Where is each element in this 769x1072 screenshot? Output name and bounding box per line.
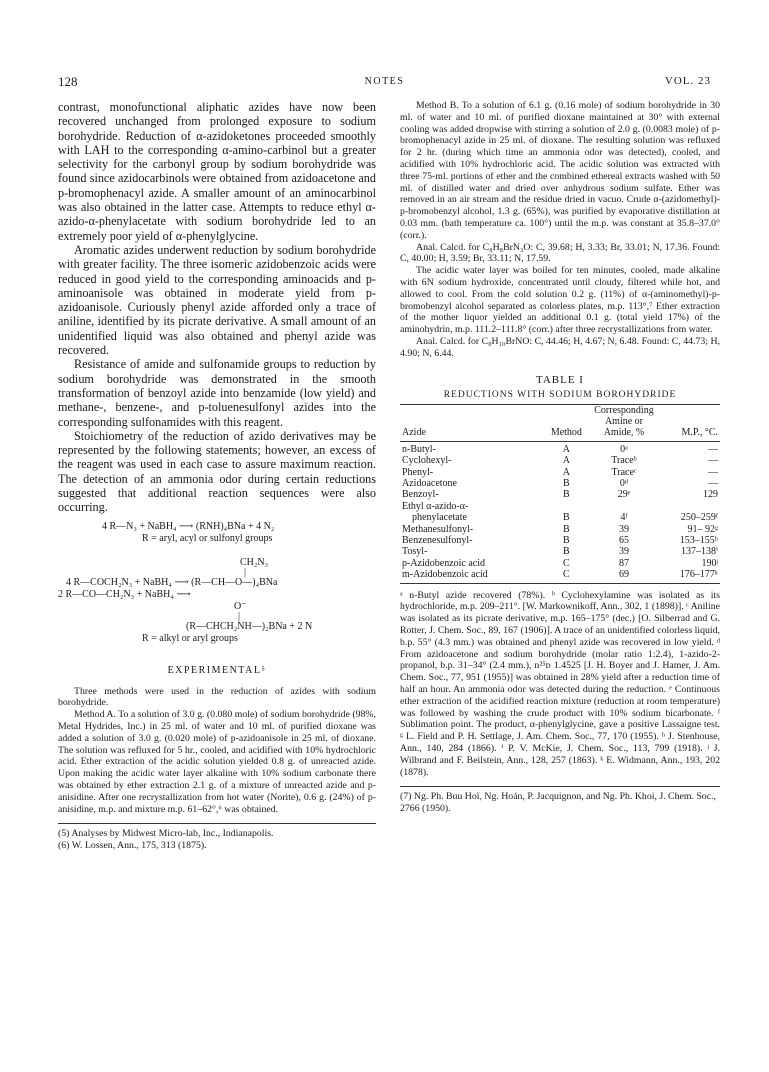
- equation-3-product: (R—CHCH₂NH—)₂BNa + 2 N: [186, 620, 313, 632]
- section-heading: EXPERIMENTAL⁵: [167, 664, 267, 676]
- th-method: Method: [541, 404, 592, 441]
- cell-yield: 39: [618, 523, 629, 535]
- cell-yield: Traceᶜ: [611, 466, 637, 478]
- cell-method: B: [563, 489, 570, 501]
- cell-yield: 39: [618, 546, 629, 558]
- left-column: [58, 100, 376, 852]
- table-title: TABLE I: [536, 373, 584, 386]
- cell-azide: m-Azidobenzoic acid: [400, 569, 541, 583]
- equation-3-substituent: O⁻: [234, 600, 247, 612]
- cell-azide: Phenyl-: [402, 466, 434, 478]
- table-row: [400, 524, 720, 535]
- cell-yield: Traceᵇ: [611, 455, 637, 467]
- paragraph-resistance: Resistance of amide and sulfonamide groups to reduction by sodium borohydride was demonstrated in the smooth transformation of benzoyl azide into benzamide (low yield) and methane-, benzene-, and p-toluenesulfonyl azides into the corresponding sulfonamides with this reagent.: [58, 357, 376, 429]
- table-row: [400, 546, 720, 557]
- equation-2: 4 R—COCH₂N₃ + NaBH₄ ⟶ (R—CH—O—)₄BNa: [66, 576, 278, 588]
- cell-yield: 69: [592, 569, 656, 583]
- cell-mp: 250–259ᶠ: [680, 512, 718, 524]
- th-yield: Corresponding Amine or Amide, %: [592, 404, 656, 441]
- page-number: 128: [58, 74, 78, 89]
- cell-yield: 0ᵈ: [619, 477, 629, 489]
- cell-yield: 0ᵃ: [592, 441, 656, 455]
- table-body: [400, 441, 720, 583]
- cell-method: B: [563, 535, 570, 546]
- bond-line: |: [244, 566, 247, 578]
- table-row: [400, 512, 720, 523]
- cell-azide: n-Butyl-: [400, 441, 541, 455]
- paragraph-intro: contrast, monofunctional aliphatic azides have now been recovered unchanged from prolonged exposure to sodium borohydride. Reduction of α-azidoketones proceeded smoothly with LAH to the corresponding α-amino-carbinol but a greater selectivity for the carbonyl group by sodium borohydride was found since azidocarbinols were obtained from azidoacetone and p-bromophenacyl azide. A smaller amount of an aminocarbinol was also obtained in the latter case. Attempts to reduce ethyl α-azido-α-phenylacetate with sodium borohydride led to an extremely poor yield of α-phenylglycine.: [58, 100, 376, 243]
- paragraph-aromatic: Aromatic azides underwent reduction by sodium borohydride with greater facility. The three isomeric azidobenzoic acids were reduced in good yield to the corresponding aminoacids and p-aminoanisole was obtained in moderate yield from p-azidoanisole. Curiously phenyl azide afforded only a trace of aniline, identified by its picrate derivative. A small amount of an unidentified liquid was also obtained and phenyl azide was recovered.: [58, 242, 376, 358]
- cell-azide: Ethyl α-azido-α-: [402, 500, 469, 512]
- cell-mp: —: [708, 455, 718, 467]
- bond-line: |: [238, 610, 241, 622]
- cell-mp: —: [708, 477, 718, 489]
- cell-method: A: [562, 455, 570, 467]
- cell-azide: Methanesulfonyl-: [402, 523, 474, 535]
- table-row: [400, 489, 720, 500]
- cell-yield: 4ᶠ: [620, 512, 628, 524]
- cell-azide: Tosyl-: [402, 546, 428, 558]
- cell-method: C: [563, 557, 570, 569]
- cell-mp: 91– 92ᵍ: [687, 523, 718, 535]
- cell-mp: 176–177ᵏ: [656, 569, 720, 583]
- table-row: [400, 569, 720, 583]
- cell-method: B: [563, 546, 570, 558]
- cell-method: B: [563, 477, 570, 489]
- cell-yield: 29ᵉ: [617, 489, 631, 501]
- cell-method: A: [562, 466, 570, 478]
- reductions-table: [400, 404, 720, 584]
- cell-mp: [656, 501, 720, 512]
- th-azide: Azide: [400, 404, 541, 441]
- cell-azide: Benzenesulfonyl-: [402, 535, 473, 546]
- footnotes-left: [58, 823, 376, 852]
- table-row: [400, 501, 720, 512]
- cell-azide: Azidoacetone: [402, 477, 457, 489]
- equation-2-substituent: CH₂N₃: [240, 556, 269, 568]
- cell-azide: phenylacetate: [412, 512, 467, 524]
- cell-method: C: [541, 569, 592, 583]
- table-subtitle: REDUCTIONS WITH SODIUM BOROHYDRIDE: [443, 389, 677, 400]
- cell-azide: p-Azidobenzoic acid: [402, 557, 486, 569]
- table-row: [400, 478, 720, 489]
- cell-mp: —: [708, 466, 718, 478]
- analysis-2: Anal. Calcd. for C₈H₁₀BrNO: C, 44.46; H, 4.67; N, 6.48. Found: C, 44.73; H, 4.90; N, 6.44.: [400, 335, 720, 359]
- equation-1: 4 R—N₃ + NaBH₄ ⟶ (RNH)₄BNa + 4 N₂: [102, 520, 275, 532]
- cell-method: [541, 501, 592, 512]
- cell-yield: 87: [618, 557, 629, 569]
- cell-azide: Benzoyl-: [402, 489, 439, 501]
- experimental-intro: Three methods were used in the reduction of azides with sodium borohydride.: [58, 685, 376, 709]
- running-title: NOTES: [364, 76, 405, 87]
- footnotes-right: [400, 786, 720, 815]
- equation-1-note: R = aryl, acyl or sulfonyl groups: [142, 532, 273, 544]
- cell-yield: [592, 501, 656, 512]
- footnote-5: (5) Analyses by Midwest Micro-lab, Inc., Indianapolis.: [58, 828, 274, 840]
- th-mp: M.P., °C.: [656, 404, 720, 441]
- cell-mp: 153–155ʰ: [679, 535, 718, 546]
- cell-azide: Cyclohexyl-: [402, 455, 452, 467]
- method-a: Method A. To a solution of 3.0 g. (0.080 mole) of sodium borohydride (98%, Metal Hydrides, Inc.) in 25 ml. of water and 10 ml. of purified dioxane was added a solution of 3.0 g. (0.020 mole) of p-azidoanisole in 25 ml. of dioxane. The solution was refluxed for 5 hr., cooled, and acidified with 10% hydrochloric acid. Ether extraction of the acidic solution yielded 0.8 g. of unreacted azide. Upon making the acidic water layer alkaline with 10% sodium carbonate there was obtained by ether extraction 2.1 g. of a mixture of unreacted azide and p-anisidine. After one recrystallization from hot water (Norite), 0.6 g. (24%) of p-anisidine, m.p. and mixture m.p. 61–62°,⁶ was obtained.: [58, 709, 376, 815]
- equations: [58, 521, 376, 645]
- cell-method: A: [541, 441, 592, 455]
- table-notes: ᵃ n-Butyl azide recovered (78%). ᵇ Cyclohexylamine was isolated as its hydrochloride, m.p. 209–211°. [W. Markownikoff, Ann., 302, 1 (1898)]. ᶜ Aniline was isolated as its picrate derivative, m.p. 165–175° (dec.) [O. Silberrad and G. Rotter, J. Chem. Soc., 89, 167 (1906)]. A trace of an unidentified colorless liquid, b.p. 55° (4.3 mm.) was obtained and phenyl azide was recovered in low yield. ᵈ From azidoacetone and sodium borohydride (molar ratio 1:2.4), 1-azido-2-propanol, b.p. 31–34° (2.4 mm.), n²⁵ᴅ 1.4525 [J. H. Boyer and J. Hamer, J. Am. Chem. Soc., 77, 951 (1955)] was obtained in 28% yield after a reduction time of half an hour. An ammonia odor was detected during the reduction. ᵉ Continuous ether extraction of the acidified reaction mixture (reduction at room temperature) was followed by washing the crude product with 10% sodium bicarbonate. ᶠ Sublimation point. The product, α-phenylglycine, gave a positive Lassaigne test. ᵍ L. Field and P. H. Settlage, J. Am. Chem. Soc., 77, 170 (1955). ʰ J. Stenhouse, Ann., 140, 284 (1866). ⁱ P. V. McKie, J. Chem. Soc., 113, 799 (1918). ʲ J. Wilbrand and F. Beilstein, Ann., 128, 257 (1863). ᵏ E. Widmann, Ann., 193, 202 (1878).: [400, 589, 720, 778]
- cell-mp: 129: [703, 489, 718, 501]
- table-row: [400, 455, 720, 466]
- footnote-6: (6) W. Lossen, Ann., 175, 313 (1875).: [58, 840, 207, 852]
- cell-method: B: [563, 523, 570, 535]
- table-row: [400, 467, 720, 478]
- table-row: [400, 441, 720, 455]
- cell-mp: 137–138ⁱ: [680, 546, 718, 558]
- cell-mp: —: [656, 441, 720, 455]
- right-column: [400, 100, 720, 815]
- method-b: Method B. To a solution of 6.1 g. (0.16 mole) of sodium borohydride in 30 ml. of water and 10 ml. of purified dioxane maintained at 30° with external cooling was added dropwise with stirring a solution of 2.0 g. (0.0083 mole) of p-bromophenacyl azide in 25 ml. of dioxane. The resulting solution was refluxed for 2 hr. (during which time an ammonia odor was detected), cooled, and acidified with 10% hydrochloric acid. The acidic solution was extracted with three 75-ml. portions of ether and the combined ethereal extracts washed with 50 ml. of distilled water and dried over anhydrous sodium sulfate. Ether was removed in an air stream and the residue dried in vacuo. Crude α-(azidomethyl)-p-bromobenzyl alcohol, 1.3 g. (65%), was purified by evaporative distillation at 0.03 mm. (bath temperature ca. 100°) until the m.p. was constant at 35.8–37.0° (corr.).: [400, 100, 720, 241]
- equation-3: 2 R—CO—CH₂N₃ + NaBH₄ ⟶: [58, 588, 191, 600]
- equation-3-note: R = alkyl or aryl groups: [142, 632, 238, 644]
- cell-method: B: [563, 512, 570, 524]
- analysis-1: Anal. Calcd. for C₈H₈BrN₃O: C, 39.68; H, 3.33; Br, 33.01; N, 17.36. Found: C, 40.00; H, 3.59; Br, 33.11; N, 17.59.: [400, 241, 720, 265]
- footnote-7: (7) Ng. Ph. Buu Hoï, Ng. Hoán, P. Jacquignon, and Ng. Ph. Khoi, J. Chem. Soc., 2766 (1950).: [400, 791, 716, 815]
- cell-mp: 190ʲ: [701, 557, 718, 569]
- table-row: [400, 535, 720, 546]
- cell-yield: 65: [618, 535, 629, 546]
- paragraph-stoichiometry: Stoichiometry of the reduction of azido derivatives may be represented by the following statements; however, an excess of the reagent was used in each case to assure maximum reaction. The detection of an ammonia odor during certain reductions suggested that additional reaction sequences were also occurring.: [58, 428, 376, 515]
- aqueous-workup: The acidic water layer was boiled for ten minutes, cooled, made alkaline with 6N sodium hydroxide, concentrated until cloudy, filtered while hot, and allowed to cool. From the cold solution 0.2 g. (11%) of α-(aminomethyl)-p-bromobenzyl alcohol separated as colorless plates, m.p. 113°,⁷ Ether extraction of the mother liquor yielded an additional 0.1 g. (total yield 17%) of the aminohydrin, m.p. 111.2–111.8° (corr.) after three recrystallizations from water.: [400, 265, 720, 336]
- running-header: [58, 74, 711, 90]
- table-row: [400, 558, 720, 569]
- volume-label: VOL. 23: [664, 75, 711, 87]
